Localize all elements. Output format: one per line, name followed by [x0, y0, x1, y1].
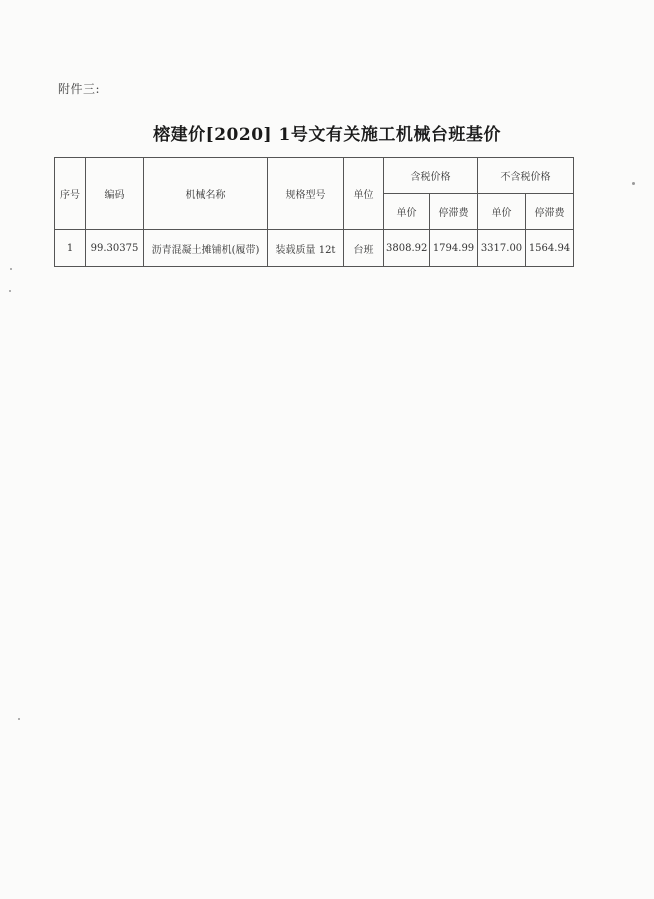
cell-tax-incl-unit-price: 3808.92	[384, 230, 430, 267]
header-tax-inclusive: 含税价格	[384, 158, 478, 194]
cell-tax-incl-idle-fee: 1794.99	[430, 230, 478, 267]
header-code: 编码	[86, 158, 144, 230]
header-tax-exclusive: 不含税价格	[478, 158, 574, 194]
scan-speck	[10, 268, 12, 270]
cell-unit: 台班	[344, 230, 384, 267]
cell-code: 99.30375	[86, 230, 144, 267]
scan-speck	[632, 182, 635, 185]
header-name: 机械名称	[144, 158, 268, 230]
header-tax-excl-unit-price: 单价	[478, 194, 526, 230]
scan-speck	[9, 290, 11, 292]
scan-speck	[18, 718, 20, 720]
cell-name: 沥青混凝土摊铺机(履带)	[144, 230, 268, 267]
header-tax-incl-unit-price: 单价	[384, 194, 430, 230]
attachment-label: 附件三:	[58, 82, 101, 96]
machinery-rate-table	[54, 157, 574, 267]
header-tax-incl-idle-fee: 停滞费	[430, 194, 478, 230]
header-tax-excl-idle-fee: 停滞费	[526, 194, 574, 230]
header-seq: 序号	[55, 158, 86, 230]
header-spec: 规格型号	[268, 158, 344, 230]
document-title: 榕建价[2020] 1号文有关施工机械台班基价	[153, 125, 501, 145]
cell-seq: 1	[55, 230, 86, 267]
cell-spec: 装载质量 12t	[268, 230, 344, 267]
table-row	[55, 230, 574, 267]
header-unit: 单位	[344, 158, 384, 230]
cell-tax-excl-idle-fee: 1564.94	[526, 230, 574, 267]
header-row-1	[55, 158, 574, 194]
cell-tax-excl-unit-price: 3317.00	[478, 230, 526, 267]
